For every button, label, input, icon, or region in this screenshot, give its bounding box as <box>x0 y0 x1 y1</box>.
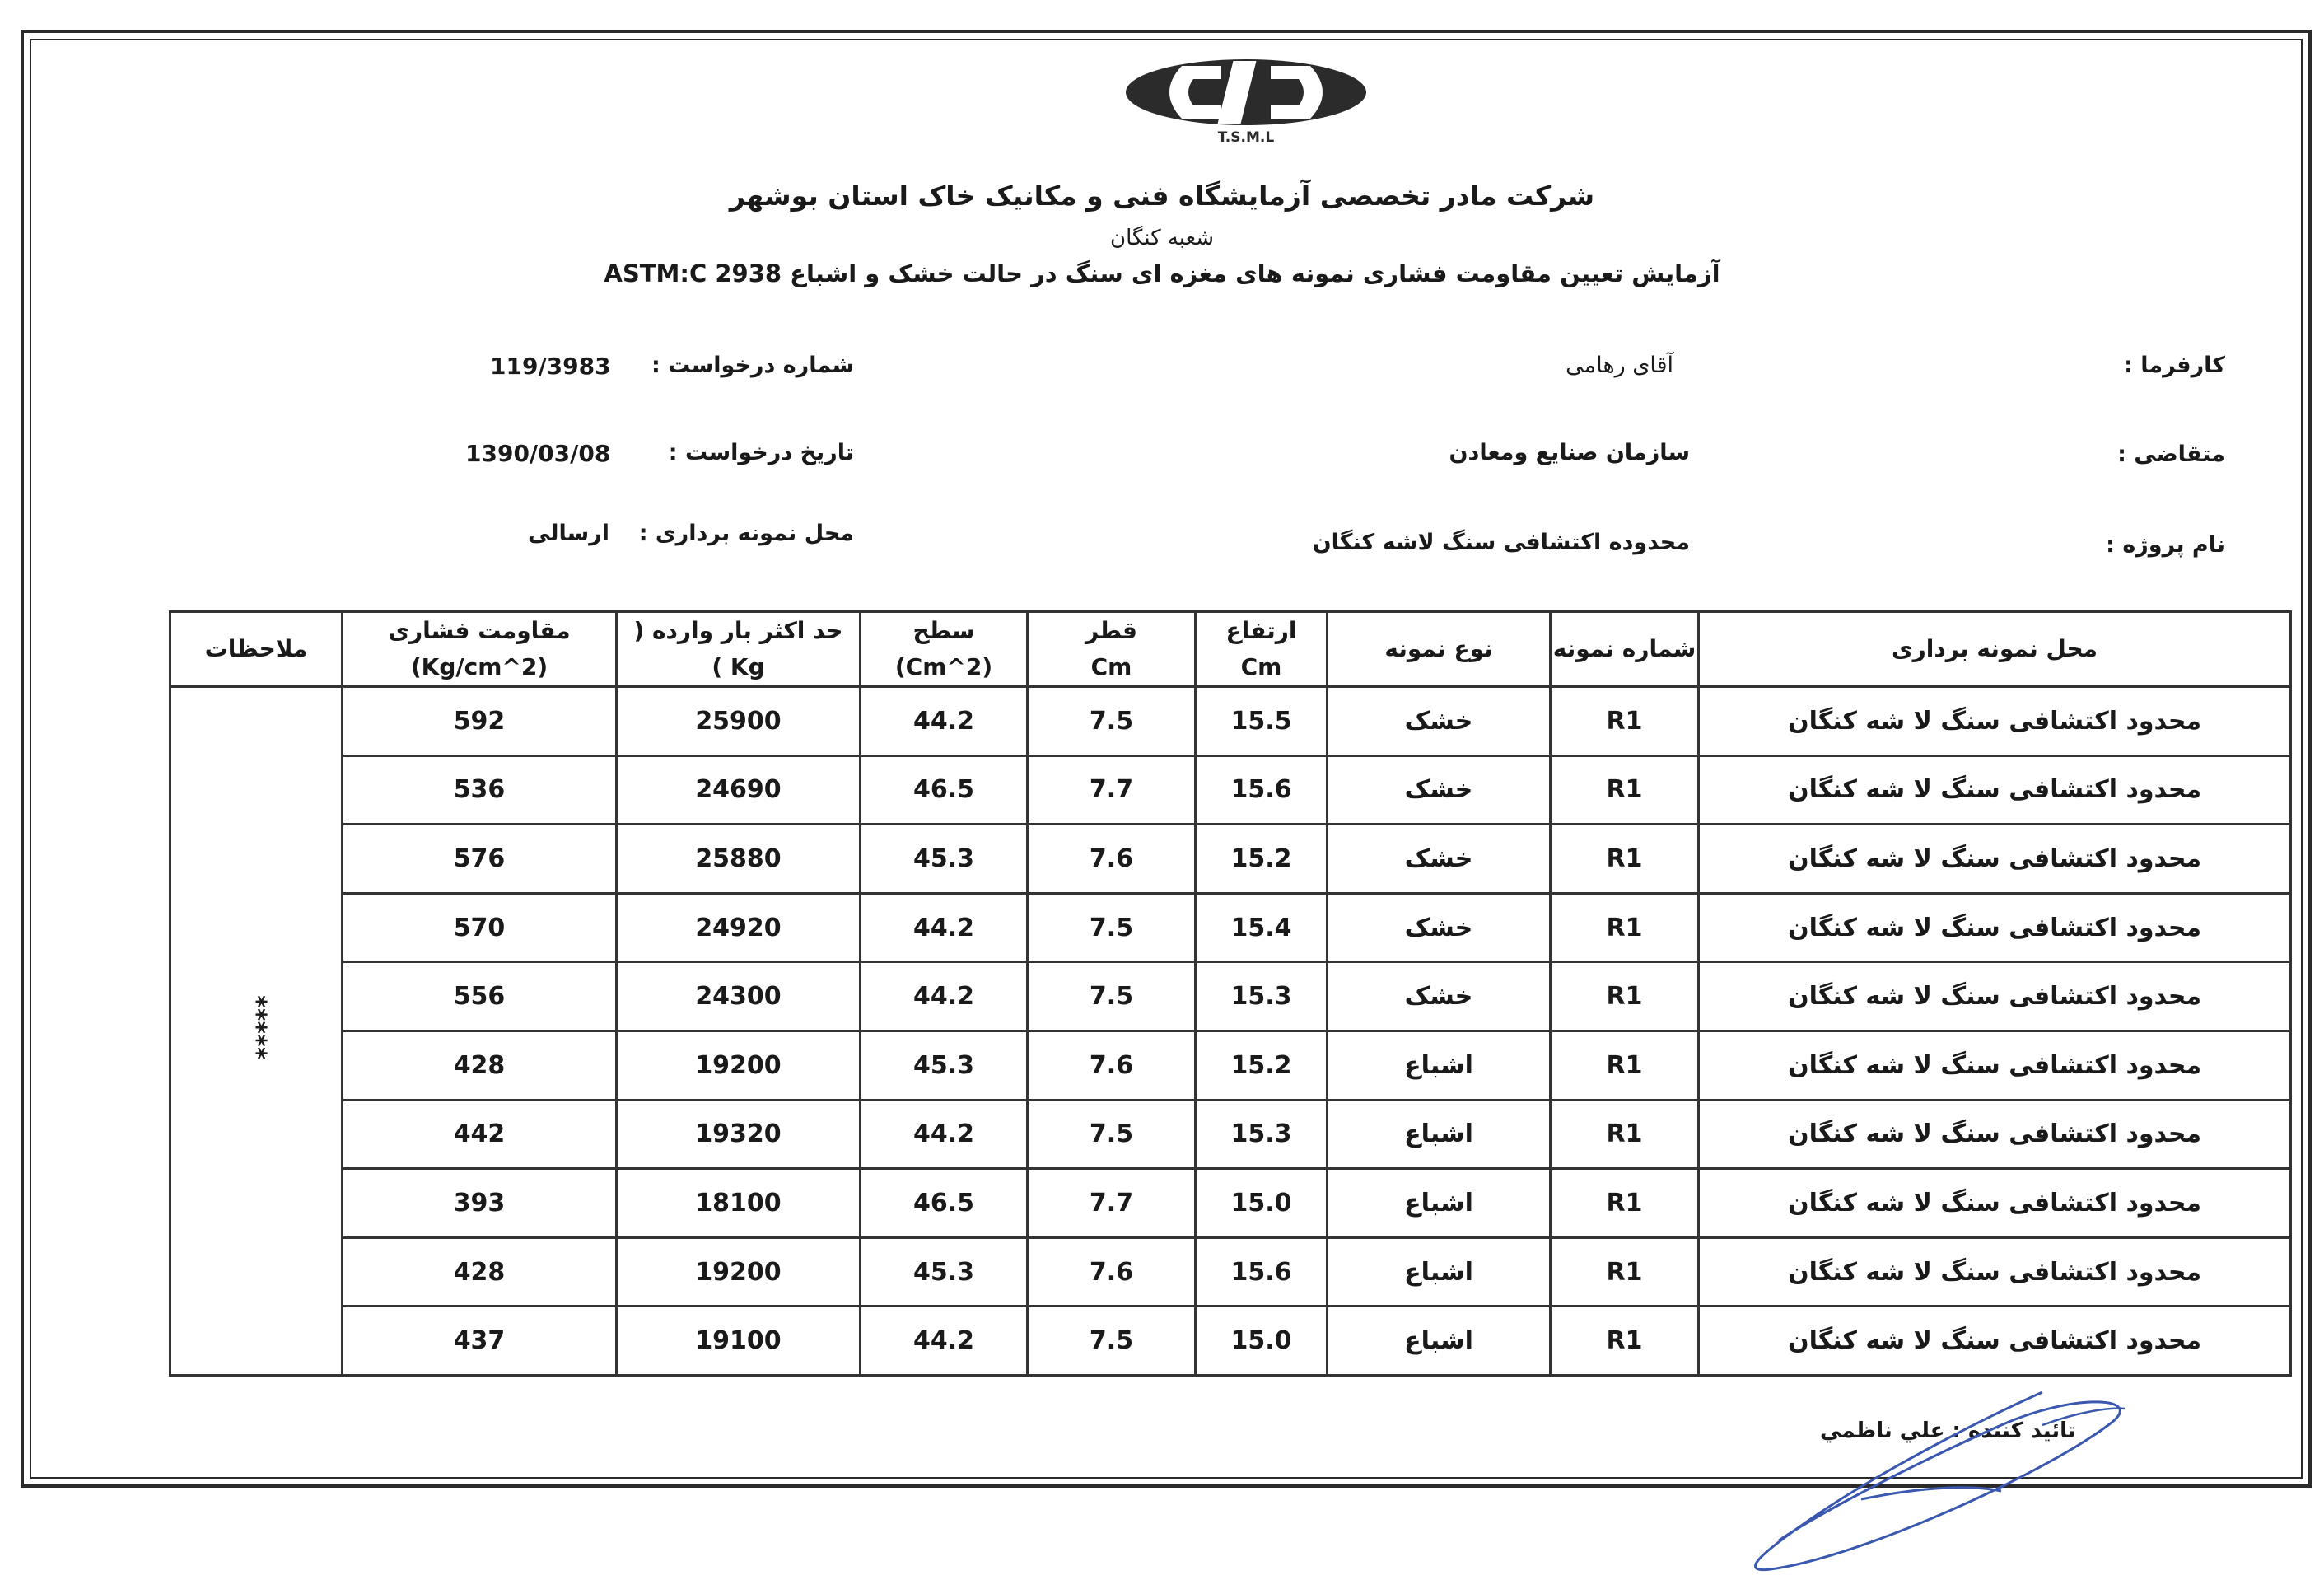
header-notes: ملاحظات <box>170 612 343 687</box>
table-row <box>170 893 2291 962</box>
employer-value: آقای رهامی <box>1566 353 1673 378</box>
cell-area: 44.2 <box>861 1307 1028 1376</box>
notes-cell: ***** <box>170 687 343 1376</box>
cell-type: خشک <box>1328 825 1551 894</box>
cell-location: محدود اکتشافی سنگ لا شه کنگان <box>1699 893 2291 962</box>
cell-location: محدود اکتشافی سنگ لا شه کنگان <box>1699 1237 2291 1307</box>
cell-area: 45.3 <box>861 1031 1028 1100</box>
cell-strength: 428 <box>343 1237 617 1307</box>
cell-location: محدود اکتشافی سنگ لا شه کنگان <box>1699 755 2291 825</box>
header-location: محل نمونه برداری <box>1699 612 2291 687</box>
cell-height: 15.0 <box>1196 1307 1328 1376</box>
signature-scribble <box>1614 1376 2191 1590</box>
table-row <box>170 962 2291 1031</box>
table-header-row <box>170 612 2291 687</box>
cell-sample-no: R1 <box>1551 755 1699 825</box>
cell-height: 15.2 <box>1196 1031 1328 1100</box>
cell-diameter: 7.5 <box>1028 962 1196 1031</box>
cell-location: محدود اکتشافی سنگ لا شه کنگان <box>1699 1031 2291 1100</box>
cell-type: خشک <box>1328 893 1551 962</box>
cell-strength: 437 <box>343 1307 617 1376</box>
employer-label: کارفرما : <box>2124 353 2225 378</box>
applicant-value: سازمان صنایع ومعادن <box>1449 440 1690 465</box>
cell-type: اشباع <box>1328 1237 1551 1307</box>
cell-diameter: 7.7 <box>1028 1169 1196 1238</box>
cell-location: محدود اکتشافی سنگ لا شه کنگان <box>1699 687 2291 756</box>
cell-area: 46.5 <box>861 755 1028 825</box>
request-date-label: تاریخ درخواست : <box>668 440 854 465</box>
cell-area: 44.2 <box>861 962 1028 1031</box>
cell-strength: 570 <box>343 893 617 962</box>
test-title: آزمایش تعیین مقاومت فشاری نمونه های مغزه ای سنگ در حالت خشک و اشباع ASTM:C 2938 <box>604 259 1720 287</box>
cell-strength: 393 <box>343 1169 617 1238</box>
logo-graphic <box>1124 56 1368 145</box>
cell-sample-no: R1 <box>1551 1031 1699 1100</box>
cell-height: 15.4 <box>1196 893 1328 962</box>
header-height: ارتفاع Cm <box>1196 612 1328 687</box>
company-name: شرکت مادر تخصصی آزمایشگاه فنی و مکانیک خاک استان بوشهر <box>729 180 1595 212</box>
cell-load: 24920 <box>617 893 861 962</box>
table-row <box>170 755 2291 825</box>
cell-location: محدود اکتشافی سنگ لا شه کنگان <box>1699 1307 2291 1376</box>
cell-location: محدود اکتشافی سنگ لا شه کنگان <box>1699 962 2291 1031</box>
cell-area: 44.2 <box>861 687 1028 756</box>
request-date-value: 1390/03/08 <box>465 440 611 467</box>
cell-type: خشک <box>1328 687 1551 756</box>
company-logo <box>1124 56 1368 145</box>
header-load: حد اکثر بار وارده ( ( Kg <box>617 612 861 687</box>
approver: تائید کننده : علي ناظمي <box>1820 1419 2076 1443</box>
table-row <box>170 1307 2291 1376</box>
cell-sample-no: R1 <box>1551 1237 1699 1307</box>
cell-load: 19200 <box>617 1031 861 1100</box>
cell-type: اشباع <box>1328 1100 1551 1169</box>
branch-name: شعبه کنگان <box>1110 226 1214 250</box>
cell-area: 44.2 <box>861 893 1028 962</box>
cell-load: 24300 <box>617 962 861 1031</box>
cell-load: 24690 <box>617 755 861 825</box>
cell-type: اشباع <box>1328 1307 1551 1376</box>
cell-load: 25900 <box>617 687 861 756</box>
cell-height: 15.2 <box>1196 825 1328 894</box>
cell-area: 44.2 <box>861 1100 1028 1169</box>
cell-area: 46.5 <box>861 1169 1028 1238</box>
cell-type: اشباع <box>1328 1169 1551 1238</box>
cell-area: 45.3 <box>861 825 1028 894</box>
request-no-label: شماره درخواست : <box>651 353 854 378</box>
cell-load: 19100 <box>617 1307 861 1376</box>
table-row <box>170 1237 2291 1307</box>
cell-height: 15.3 <box>1196 962 1328 1031</box>
cell-sample-no: R1 <box>1551 825 1699 894</box>
cell-strength: 428 <box>343 1031 617 1100</box>
table-row <box>170 1169 2291 1238</box>
cell-diameter: 7.5 <box>1028 893 1196 962</box>
cell-load: 19320 <box>617 1100 861 1169</box>
cell-location: محدود اکتشافی سنگ لا شه کنگان <box>1699 1100 2291 1169</box>
cell-location: محدود اکتشافی سنگ لا شه کنگان <box>1699 1169 2291 1238</box>
cell-sample-no: R1 <box>1551 1100 1699 1169</box>
cell-sample-no: R1 <box>1551 962 1699 1031</box>
cell-sample-no: R1 <box>1551 1169 1699 1238</box>
cell-height: 15.0 <box>1196 1169 1328 1238</box>
request-no-value: 119/3983 <box>490 353 611 380</box>
cell-strength: 576 <box>343 825 617 894</box>
results-table <box>169 610 2292 1377</box>
cell-sample-no: R1 <box>1551 1307 1699 1376</box>
cell-diameter: 7.7 <box>1028 755 1196 825</box>
header-area: سطح (Cm^2) <box>861 612 1028 687</box>
cell-load: 19200 <box>617 1237 861 1307</box>
header-sample-no: شماره نمونه <box>1551 612 1699 687</box>
cell-load: 25880 <box>617 825 861 894</box>
cell-sample-no: R1 <box>1551 687 1699 756</box>
cell-location: محدود اکتشافی سنگ لا شه کنگان <box>1699 825 2291 894</box>
cell-strength: 536 <box>343 755 617 825</box>
table-row <box>170 687 2291 756</box>
cell-strength: 442 <box>343 1100 617 1169</box>
cell-diameter: 7.6 <box>1028 825 1196 894</box>
cell-load: 18100 <box>617 1169 861 1238</box>
header-type: نوع نمونه <box>1328 612 1551 687</box>
cell-area: 45.3 <box>861 1237 1028 1307</box>
table-row <box>170 1031 2291 1100</box>
cell-strength: 592 <box>343 687 617 756</box>
cell-diameter: 7.6 <box>1028 1237 1196 1307</box>
sampling-place-value: ارسالی <box>528 521 609 546</box>
cell-diameter: 7.6 <box>1028 1031 1196 1100</box>
table-row <box>170 825 2291 894</box>
cell-height: 15.3 <box>1196 1100 1328 1169</box>
cell-strength: 556 <box>343 962 617 1031</box>
project-label: نام پروژه : <box>2106 532 2225 558</box>
cell-diameter: 7.5 <box>1028 1307 1196 1376</box>
cell-type: خشک <box>1328 755 1551 825</box>
cell-height: 15.5 <box>1196 687 1328 756</box>
cell-diameter: 7.5 <box>1028 1100 1196 1169</box>
cell-type: خشک <box>1328 962 1551 1031</box>
logo-text: T.S.M.L <box>1217 129 1275 145</box>
cell-height: 15.6 <box>1196 1237 1328 1307</box>
sampling-place-label: محل نمونه برداری : <box>638 521 854 546</box>
header-strength: مقاومت فشاری (Kg/cm^2) <box>343 612 617 687</box>
cell-sample-no: R1 <box>1551 893 1699 962</box>
applicant-label: متقاضی : <box>2117 442 2225 467</box>
header-diameter: قطر Cm <box>1028 612 1196 687</box>
cell-type: اشباع <box>1328 1031 1551 1100</box>
project-value: محدوده اکتشافی سنگ لاشه کنگان <box>1312 530 1690 555</box>
cell-diameter: 7.5 <box>1028 687 1196 756</box>
table-row <box>170 1100 2291 1169</box>
cell-height: 15.6 <box>1196 755 1328 825</box>
